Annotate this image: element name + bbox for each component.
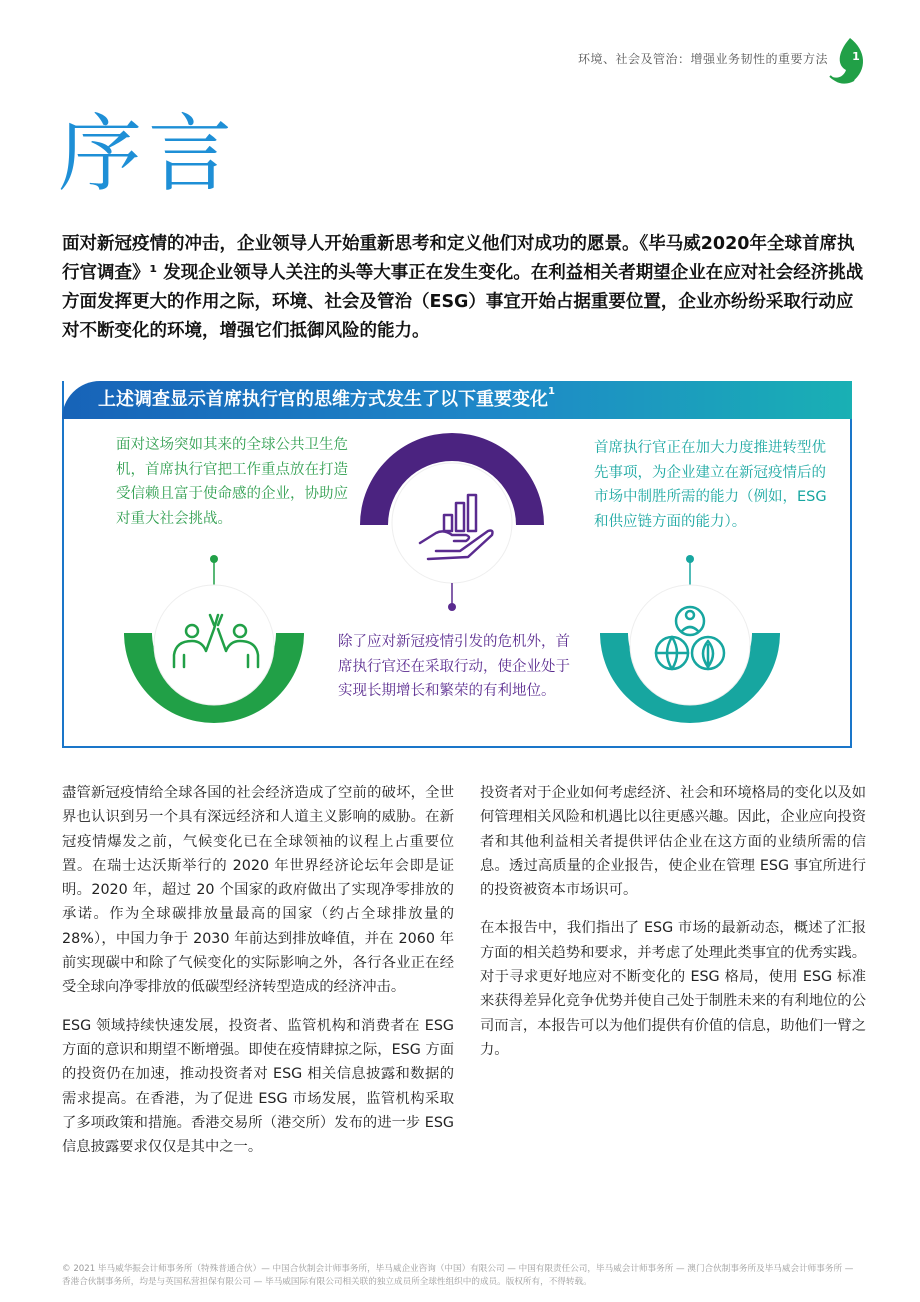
infographic-center-text: 除了应对新冠疫情引发的危机外，首席执行官还在采取行动，使企业处于实现长期增长和繁荣的有利地位。 <box>338 634 570 699</box>
infographic-right-text: 首席执行官正在加大力度推进转型优先事项，为企业建立在新冠疫情后的市场中制胜所需的能力（例如，ESG和供应链方面的能力）。 <box>594 440 827 530</box>
intro-paragraph: 面对新冠疫情的冲击，企业领导人开始重新思考和定义他们对成功的愿景。《毕马威2020年全球首席执行官调查》¹ 发现企业领导人关注的头等大事正在发生变化。在利益相关者期望企业在应对社会经济挑战方面发挥更大的作用之际，环境、社会及管治（ESG）事宜开始占据重要位置，企业亦纷纷采取行动应对不断变化的环境，增强它们抵御风险的能力。 <box>62 234 864 341</box>
infographic-left-text: 面对这场突如其来的全球公共卫生危机，首席执行官把工作重点放在打造受信赖且富于使命感的企业，协助应对重大社会挑战。 <box>116 437 348 527</box>
banner-text: 上述调查显示首席执行官的思维方式发生了以下重要变化 <box>98 389 548 410</box>
body-paragraph: ESG 领域持续快速发展，投资者、监管机构和消费者在 ESG 方面的意识和期望不断增强。即使在疫情肆掠之际，ESG 方面的投资仍在加速，推动投资者对 ESG 相关信息披露和数据的需求提高。在香港，为了促进 ESG 市场发展，监管机构采取了多项政策和措施。香港交易所（港交所）发布的进一步 ESG 信息披露要求仅仅是其中之一。 <box>62 1017 454 1156</box>
teal-icon-circle <box>630 585 750 705</box>
body-left-column <box>62 781 454 1173</box>
page-title: 序言 <box>58 105 239 203</box>
header-title: 环境、社会及管治：增强业务韧性的重要方法 <box>577 52 828 66</box>
leaf-icon <box>826 36 870 88</box>
page-number: 1 <box>852 50 860 63</box>
body-paragraph: 在本报告中，我们指出了 ESG 市场的最新动态，概述了汇报方面的相关趋势和要求，并考虑了处理此类事宜的优秀实践。对于寻求更好地应对不断变化的 ESG 格局，使用 ESG 标准来获得差异化竞争优势并使自己处于制胜未来的有利地位的公司而言，本报告可以为他们提供有价值的信息，助他们一臂之力。 <box>480 920 867 1058</box>
footer-copyright: © 2021 毕马威华振会计师事务所（特殊普通合伙）— 中国合伙制会计师事务所，毕马威企业咨询（中国）有限公司 — 中国有限责任公司，毕马威会计师事务所 — 澳门合伙制事务所及毕马威会计师事务所 — 香港合伙制事务所，均是与英国私营担保有限公司 — 毕马威国际有限公司相关联的独立成员所全球性组织中的成员。版权所有，不得转载。 <box>62 1264 854 1287</box>
infographic-graphics <box>64 419 850 746</box>
green-icon-circle <box>154 585 274 705</box>
body-paragraph: 盡管新冠疫情给全球各国的社会经济造成了空前的破坏，全世界也认识到另一个具有深远经济和人道主义影响的威胁。在新冠疫情爆发之前，气候变化已在全球领袖的议程上占重要位置。在瑞士达沃斯举行的 2020 年世界经济论坛年会即是证明。2020 年，超过 20 个国家的政府做出了实现净零排放的承诺。作为全球碳排放量最高的国家（约占全球排放量的 28%），中国力争于 2030 年前达到排放峰值，并在 2060 年前实现碳中和除了气候变化的实际影响之外，各行各业正在经受全球向净零排放的低碳型经济转型造成的经济冲击。 <box>62 785 454 996</box>
body-paragraph: 投资者对于企业如何考虑经济、社会和环境格局的变化以及如何管理相关风险和机遇比以往更感兴趣。因此，企业应向投资者和其他利益相关者提供评估企业在这方面的业绩所需的信息。透过高质量的企业报告，使企业在管理 ESG 事宜所进行的投资被资本市场识可。 <box>480 785 867 899</box>
infographic-banner <box>62 381 852 419</box>
body-right-column <box>480 781 866 1076</box>
banner-footnote-ref: 1 <box>548 386 555 397</box>
